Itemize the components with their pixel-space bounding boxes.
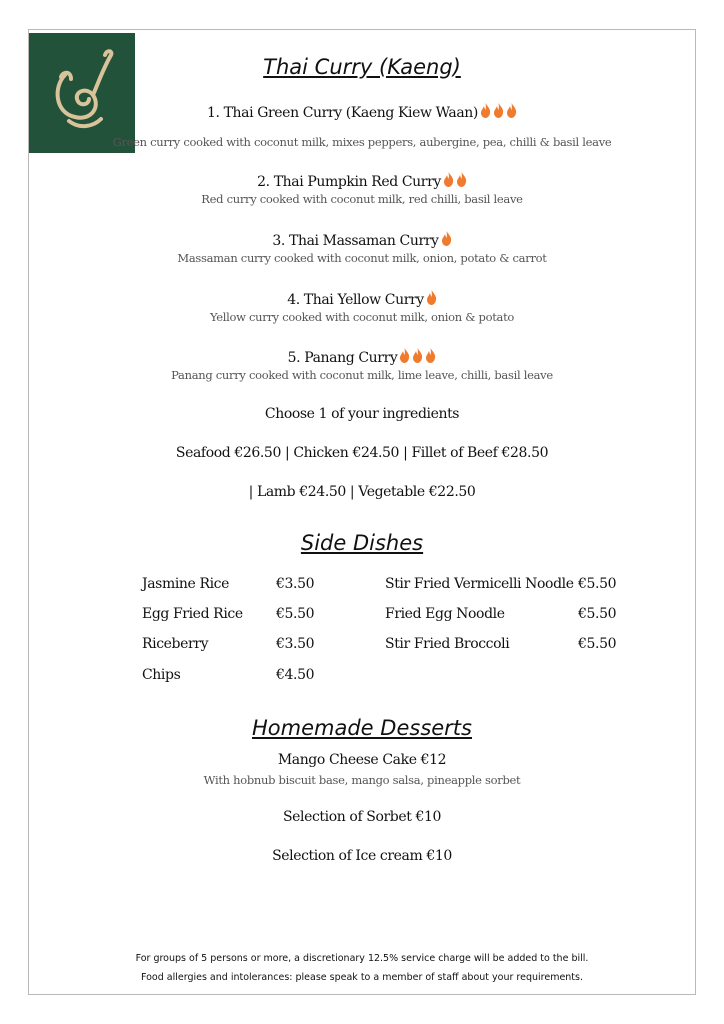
- side-dish-name: Fried Egg Noodle: [385, 606, 505, 622]
- chili-spice-icon: [426, 290, 437, 305]
- side-dish-name: Riceberry: [142, 636, 209, 652]
- curry-item-title: 1. Thai Green Curry (Kaeng Kiew Waan): [0, 103, 724, 121]
- side-dish-price: €4.50: [276, 667, 315, 683]
- sides-section-heading: Side Dishes: [300, 531, 424, 555]
- service-charge-note: For groups of 5 persons or more, a discretionary 12.5% service charge will be added to the bill.: [135, 953, 589, 964]
- desserts-section-heading: Homemade Desserts: [252, 716, 472, 740]
- side-dish-price: €5.50: [276, 606, 315, 622]
- curry-item-description: Yellow curry cooked with coconut milk, onion & potato: [209, 310, 515, 324]
- chili-spice-icon: [493, 103, 504, 118]
- curry-item-description: Red curry cooked with coconut milk, red chilli, basil leave: [201, 192, 523, 206]
- curry-item-title: 5. Panang Curry: [0, 348, 724, 366]
- chili-spice-icon: [412, 348, 423, 363]
- allergy-note: Food allergies and intolerances: please speak to a member of staff about your requirements.: [140, 972, 584, 983]
- chili-spice-icon: [506, 103, 517, 118]
- dessert-sorbet: Selection of Sorbet €10: [282, 809, 442, 825]
- side-dish-price: €3.50: [276, 636, 315, 652]
- side-dish-name: Egg Fried Rice: [142, 606, 243, 622]
- curry-item-title: 2. Thai Pumpkin Red Curry: [0, 172, 724, 190]
- dessert-ice-cream: Selection of Ice cream €10: [272, 848, 452, 864]
- curry-item-description: Massaman curry cooked with coconut milk, onion, potato & carrot: [177, 251, 547, 265]
- chili-spice-icon: [456, 172, 467, 187]
- curry-item-title: 4. Thai Yellow Curry: [0, 290, 724, 308]
- side-dish-price: €3.50: [276, 576, 315, 592]
- curry-prices-line-1: Seafood €26.50 | Chicken €24.50 | Fillet of Beef €28.50: [175, 445, 549, 461]
- chili-spice-icon: [425, 348, 436, 363]
- curry-item-description: Green curry cooked with coconut milk, mixes peppers, aubergine, pea, chilli & basil leave: [112, 135, 612, 149]
- chili-spice-icon: [480, 103, 491, 118]
- chili-spice-icon: [399, 348, 410, 363]
- curry-item-title: 3. Thai Massaman Curry: [0, 231, 724, 249]
- dessert-mango-cheese-cake: Mango Cheese Cake €12: [277, 752, 447, 768]
- choose-ingredients-text: Choose 1 of your ingredients: [264, 406, 460, 422]
- side-dish-name: Stir Fried Broccoli: [385, 636, 510, 652]
- side-dish-price: €5.50: [578, 606, 617, 622]
- dessert-mango-cheese-cake-description: With hobnub biscuit base, mango salsa, pineapple sorbet: [203, 773, 521, 787]
- chili-spice-icon: [443, 172, 454, 187]
- side-dish-price: €5.50: [578, 636, 617, 652]
- side-dish-name: Chips: [142, 667, 181, 683]
- curry-section-heading: Thai Curry (Kaeng): [263, 55, 461, 79]
- curry-item-description: Panang curry cooked with coconut milk, lime leave, chilli, basil leave: [171, 368, 553, 382]
- side-dish-name: Stir Fried Vermicelli Noodle: [385, 576, 574, 592]
- curry-prices-line-2: | Lamb €24.50 | Vegetable €22.50: [248, 484, 476, 500]
- side-dish-name: Jasmine Rice: [142, 576, 229, 592]
- chili-spice-icon: [441, 231, 452, 246]
- side-dish-price: €5.50: [578, 576, 617, 592]
